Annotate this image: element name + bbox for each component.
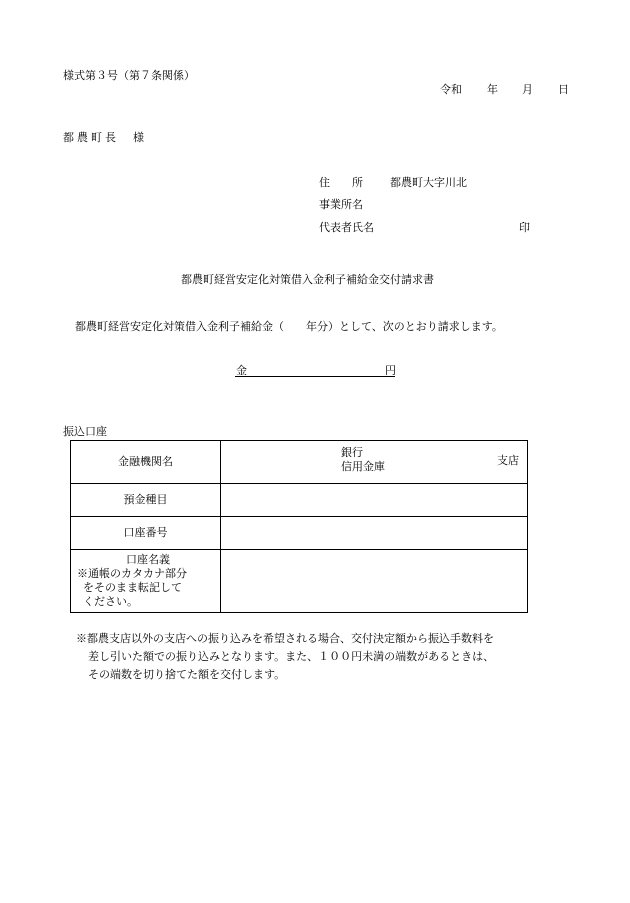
- table-row: [71, 484, 528, 517]
- notes: [76, 630, 536, 684]
- form-number: 様式第３号（第７条関係）: [63, 69, 195, 82]
- address-value: 都農町大字川北: [390, 176, 467, 189]
- table-row: [71, 550, 528, 613]
- bank-type-options: [341, 446, 385, 474]
- account-table: [70, 440, 528, 613]
- deposit-type-label: 預金種目: [71, 484, 221, 517]
- date-year: 年: [487, 83, 498, 96]
- request-text: 都農町経営安定化対策借入金利子補給金（ 年分）として、次のとおり請求します。: [75, 320, 503, 333]
- amount-underline: [235, 376, 395, 377]
- date-era: 令和: [440, 83, 462, 96]
- office-name-label: 事業所名: [319, 198, 363, 211]
- date-month: 月: [522, 83, 533, 96]
- table-row: [71, 517, 528, 550]
- document-title: 都農町経営安定化対策借入金利子補給金交付請求書: [181, 273, 434, 286]
- account-number-cell[interactable]: [221, 517, 528, 550]
- financial-institution-label: 金融機関名: [71, 441, 221, 484]
- branch-label: 支店: [497, 454, 519, 467]
- account-name-note-2: をそのまま転記して: [83, 581, 182, 594]
- deposit-type-cell[interactable]: [221, 484, 528, 517]
- transfer-account-title: 振込口座: [63, 425, 107, 438]
- amount-prefix: 金: [236, 364, 247, 377]
- bank-type-bank: 銀行: [341, 446, 363, 459]
- account-name-note-3: ください。: [83, 595, 138, 608]
- amount-suffix: 円: [385, 364, 396, 377]
- note-line-2: 差し引いた額での振り込みとなります。また、１００円未満の端数があるときは、: [88, 650, 495, 663]
- bank-type-shinkin: 信用金庫: [341, 460, 385, 473]
- table-row: [71, 441, 528, 484]
- financial-institution-cell[interactable]: [221, 441, 528, 484]
- account-number-label: 口座番号: [71, 517, 221, 550]
- date-day: 日: [558, 83, 569, 96]
- account-name-label: [71, 550, 221, 613]
- addressee: 都農町長 様: [63, 131, 147, 144]
- note-line-3: その端数を切り捨てた額を交付します。: [88, 668, 286, 681]
- seal-mark: 印: [519, 221, 530, 234]
- address-label: 住 所: [319, 176, 363, 189]
- representative-label: 代表者氏名: [319, 221, 374, 234]
- account-name-cell[interactable]: [221, 550, 528, 613]
- account-name-title: 口座名義: [126, 553, 170, 566]
- account-name-note-1: ※通帳のカタカナ部分: [77, 567, 187, 580]
- note-line-1: ※都農支店以外の支店への振り込みを希望される場合、交付決定額から振込手数料を: [76, 632, 494, 645]
